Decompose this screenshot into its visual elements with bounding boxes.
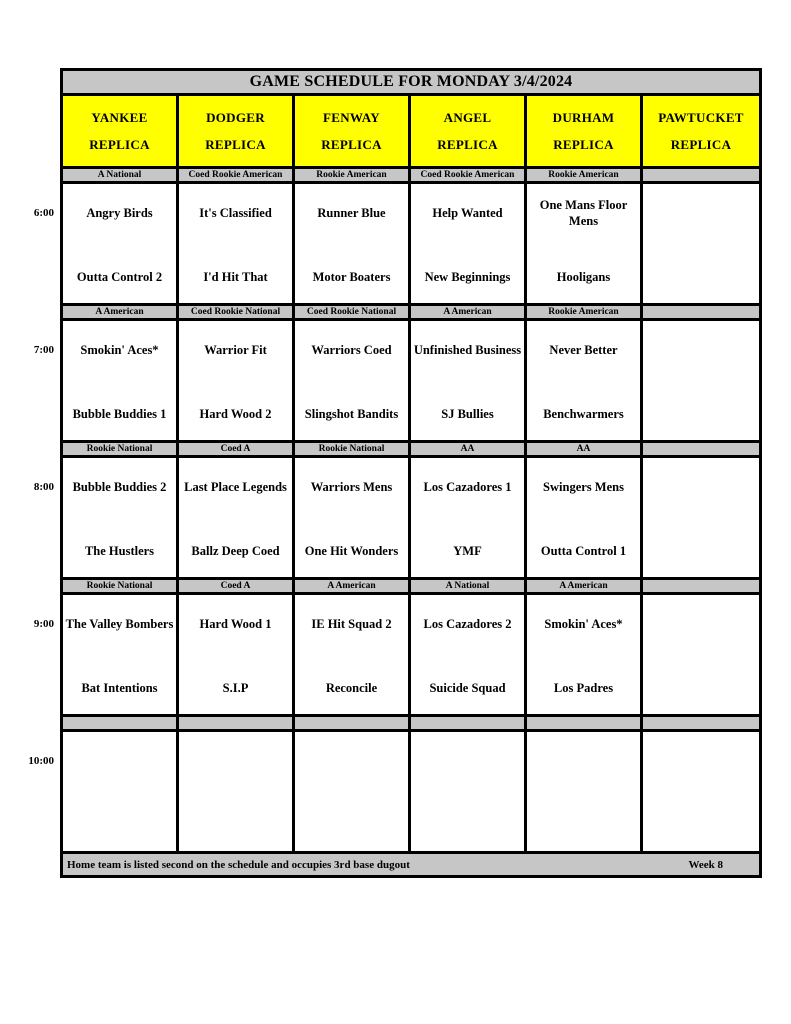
league-cell: Rookie American [527, 169, 640, 181]
league-cell [411, 717, 524, 729]
field-name: FENWAY [323, 109, 380, 125]
field-header-fenway [295, 96, 408, 166]
game-cell [295, 184, 408, 303]
league-cell [643, 717, 759, 729]
home-team: The Hustlers [84, 544, 155, 558]
field-name: YANKEE [91, 109, 148, 125]
away-team: Smokin' Aces* [80, 343, 159, 358]
away-team: Warriors Mens [310, 480, 393, 495]
league-cell [643, 443, 759, 455]
away-team: Warrior Fit [204, 343, 267, 358]
field-header-durham [527, 96, 640, 166]
home-team: Slingshot Bandits [304, 407, 399, 421]
away-team: Last Place Legends [184, 480, 287, 495]
game-cell [411, 595, 524, 714]
away-team: Los Cazadores 2 [423, 617, 512, 632]
schedule-table [60, 68, 762, 878]
away-team: Never Better [549, 343, 618, 358]
time-label-1000: 10:00 [28, 755, 54, 767]
game-cell [527, 458, 640, 577]
league-row-600 [63, 169, 759, 181]
league-cell [643, 169, 759, 181]
week-label: Week 8 [688, 858, 723, 871]
home-team: Outta Control 1 [540, 544, 627, 558]
home-team: Motor Boaters [312, 270, 391, 284]
home-team: Bat Intentions [81, 681, 158, 695]
field-sub: REPLICA [437, 136, 498, 152]
footer-note: Home team is listed second on the schedule and occupies 3rd base dugout [67, 858, 410, 871]
league-row-900 [63, 580, 759, 592]
field-sub: REPLICA [205, 136, 266, 152]
game-cell [411, 321, 524, 440]
home-team: S.I.P [222, 681, 249, 695]
game-cell [179, 732, 292, 851]
home-team: Hard Wood 2 [199, 407, 272, 421]
games-row-900 [63, 595, 759, 714]
field-sub: REPLICA [553, 136, 614, 152]
away-team: Bubble Buddies 2 [72, 480, 167, 495]
game-cell [643, 184, 759, 303]
game-cell [411, 184, 524, 303]
league-cell: AA [527, 443, 640, 455]
league-cell: Coed Rookie American [411, 169, 524, 181]
field-header-yankee [63, 96, 176, 166]
league-cell: Rookie American [295, 169, 408, 181]
field-name: ANGEL [443, 109, 492, 125]
league-cell: A American [411, 306, 524, 318]
league-cell: A American [63, 306, 176, 318]
home-team: Benchwarmers [543, 407, 624, 421]
game-cell [643, 458, 759, 577]
league-cell: Rookie National [63, 580, 176, 592]
game-cell [63, 321, 176, 440]
away-team: One Mans Floor Mens [539, 198, 628, 228]
field-sub: REPLICA [321, 136, 382, 152]
league-cell [295, 717, 408, 729]
games-row-800 [63, 458, 759, 577]
league-cell [527, 717, 640, 729]
league-row-800 [63, 443, 759, 455]
away-team: Smokin' Aces* [544, 617, 623, 632]
away-team: Swingers Mens [543, 480, 624, 495]
game-cell [527, 595, 640, 714]
away-team: Help Wanted [432, 206, 503, 221]
home-team: YMF [453, 544, 482, 558]
field-sub: REPLICA [89, 136, 150, 152]
game-cell [643, 732, 759, 851]
league-cell [179, 717, 292, 729]
league-cell: Rookie National [295, 443, 408, 455]
game-cell [179, 595, 292, 714]
game-cell [295, 732, 408, 851]
league-cell: Coed Rookie National [179, 306, 292, 318]
field-header-pawtucket [643, 96, 759, 166]
home-team: Bubble Buddies 1 [72, 407, 167, 421]
time-label-800: 8:00 [33, 481, 54, 493]
game-cell [643, 321, 759, 440]
home-team: Reconcile [325, 681, 378, 695]
time-label-600: 6:00 [33, 207, 54, 219]
game-cell [527, 732, 640, 851]
home-team: Hooligans [556, 270, 611, 284]
field-name: DURHAM [552, 109, 615, 125]
footer-row [63, 854, 759, 875]
league-cell: Coed Rookie National [295, 306, 408, 318]
game-cell [63, 595, 176, 714]
league-cell: A American [527, 580, 640, 592]
game-cell [179, 321, 292, 440]
away-team: It's Classified [199, 206, 272, 221]
away-team: Hard Wood 1 [199, 617, 272, 632]
home-team: Outta Control 2 [76, 270, 163, 284]
game-cell [411, 732, 524, 851]
game-cell [527, 184, 640, 303]
league-cell: AA [411, 443, 524, 455]
field-header-row [63, 96, 759, 166]
away-team: The Valley Bombers [65, 617, 174, 632]
game-cell [295, 321, 408, 440]
game-cell [527, 321, 640, 440]
game-cell [295, 458, 408, 577]
league-cell: Coed A [179, 580, 292, 592]
game-cell [63, 732, 176, 851]
game-cell [643, 595, 759, 714]
league-row-700 [63, 306, 759, 318]
footer-bar [63, 854, 759, 875]
home-team: Los Padres [553, 681, 614, 695]
league-cell: Rookie American [527, 306, 640, 318]
game-cell [295, 595, 408, 714]
league-cell: Coed Rookie American [179, 169, 292, 181]
home-team: Ballz Deep Coed [191, 544, 280, 558]
league-cell [643, 306, 759, 318]
field-name: PAWTUCKET [658, 109, 744, 125]
field-sub: REPLICA [670, 136, 732, 152]
game-cell [63, 458, 176, 577]
time-label-700: 7:00 [33, 344, 54, 356]
away-team: Warriors Coed [311, 343, 392, 358]
home-team: New Beginnings [424, 270, 511, 284]
away-team: IE Hit Squad 2 [311, 617, 392, 632]
title-row [63, 71, 759, 93]
home-team: Suicide Squad [429, 681, 506, 695]
league-cell: A National [411, 580, 524, 592]
away-team: Los Cazadores 1 [423, 480, 512, 495]
away-team: Unfinished Business [413, 343, 522, 358]
field-header-dodger [179, 96, 292, 166]
time-label-900: 9:00 [33, 618, 54, 630]
field-name: DODGER [206, 109, 265, 125]
home-team: SJ Bullies [441, 407, 494, 421]
game-cell [179, 458, 292, 577]
game-cell [63, 184, 176, 303]
games-row-600 [63, 184, 759, 303]
games-row-1000 [63, 732, 759, 851]
game-cell [411, 458, 524, 577]
page-title: GAME SCHEDULE FOR MONDAY 3/4/2024 [63, 71, 759, 93]
league-cell: Coed A [179, 443, 292, 455]
home-team: I'd Hit That [203, 270, 268, 284]
away-team: Angry Birds [86, 206, 153, 221]
home-team: One Hit Wonders [304, 544, 399, 558]
league-cell: A American [295, 580, 408, 592]
league-cell: Rookie National [63, 443, 176, 455]
league-row-1000 [63, 717, 759, 729]
league-cell [63, 717, 176, 729]
games-row-700 [63, 321, 759, 440]
league-cell [643, 580, 759, 592]
league-cell: A National [63, 169, 176, 181]
field-header-angel [411, 96, 524, 166]
away-team: Runner Blue [317, 206, 386, 221]
game-cell [179, 184, 292, 303]
